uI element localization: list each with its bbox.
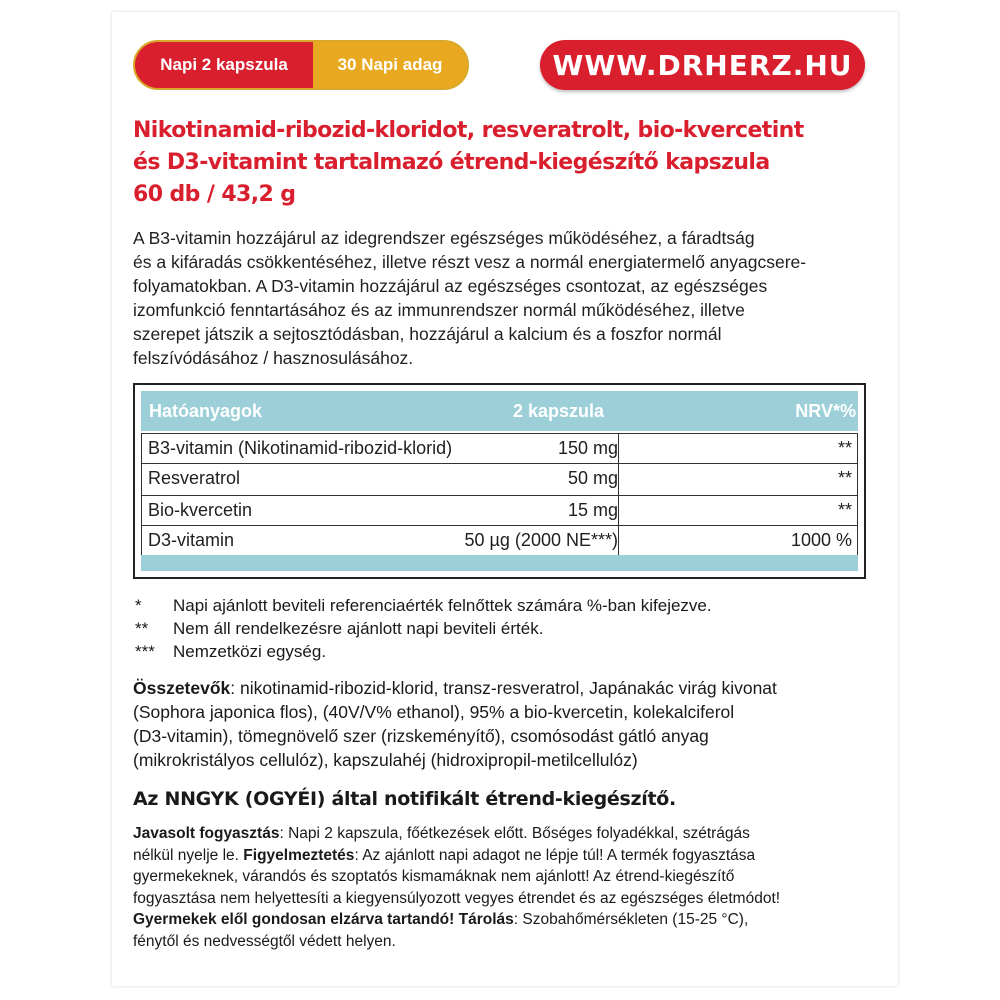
usage-line: gyermekeknek, várandós és szoptatós kismamáknak nem ajánlott! Az étrend-kiegészítő bbox=[133, 868, 735, 885]
ingredient-amount: 50 µg (2000 NE***) bbox=[464, 530, 618, 550]
intro-text bbox=[133, 226, 873, 370]
ingredients-line: (D3-vitamin), tömegnövelő szer (rizskeményítő), csomósodást gátló anyag bbox=[133, 726, 709, 746]
title-line-1: Nikotinamid-ribozid-kloridot, resveratrolt, bio-kvercetint bbox=[133, 118, 804, 143]
usage-line: fénytől és nedvességtől védett helyen. bbox=[133, 932, 396, 950]
recommended-text: : Napi 2 kapszula, főétkezések előtt. Bőséges folyadékkal, szétrágás bbox=[279, 825, 750, 842]
footnotes bbox=[133, 594, 873, 663]
table-column-divider bbox=[618, 433, 619, 557]
table-row bbox=[141, 465, 858, 493]
footnote bbox=[133, 617, 873, 640]
ingredient-nrv: ** bbox=[837, 468, 852, 488]
footnote-text: Nem áll rendelkezésre ajánlott napi beviteli érték. bbox=[173, 619, 544, 638]
ingredient-amount: 50 mg bbox=[567, 468, 618, 488]
header-nrv: NRV*% bbox=[795, 401, 856, 421]
title-line-3: 60 db / 43,2 g bbox=[133, 182, 296, 207]
ingredients-line: (Sophora japonica flos), (40V/V% ethanol), 95% a bio-kvercetin, kolekalciferol bbox=[133, 702, 735, 722]
ingredient-amount: 15 mg bbox=[567, 500, 618, 520]
product-title bbox=[133, 115, 873, 211]
children-warning: Gyermekek elől gondosan elzárva tartandó! bbox=[133, 911, 455, 928]
nutrition-table bbox=[133, 383, 866, 579]
usage-line bbox=[133, 823, 878, 845]
usage-line bbox=[133, 845, 878, 867]
daily-dose-badge: Napi 2 kapszula bbox=[135, 42, 313, 88]
intro-line: izomfunkció fenntartásához és az immunrendszer normál működéséhez, illetve bbox=[133, 300, 745, 320]
intro-line: folyamatokban. A D3-vitamin hozzájárul az egészséges csontozat, az egészséges bbox=[133, 276, 768, 296]
notification-statement: Az NNGYK (OGYÉI) által notifikált étrend-kiegészítő. bbox=[133, 788, 676, 810]
footnote-text: Nemzetközi egység. bbox=[173, 642, 327, 661]
footnote-mark: * bbox=[135, 596, 142, 615]
storage-label: Tárolás bbox=[454, 911, 514, 928]
header-amount: 2 kapszula bbox=[513, 401, 605, 421]
footnote-mark: ** bbox=[135, 619, 149, 638]
ingredients-line bbox=[133, 676, 873, 700]
ingredients bbox=[133, 676, 873, 772]
ingredients-label: Összetevők bbox=[133, 678, 231, 698]
table-footer-band bbox=[141, 555, 858, 571]
ingredient-name: Bio-kvercetin bbox=[148, 500, 253, 520]
usage-instructions bbox=[133, 823, 878, 952]
header-active-ingredients: Hatóanyagok bbox=[149, 401, 263, 421]
table-row bbox=[141, 435, 858, 463]
website-badge[interactable]: WWW.DRHERZ.HU bbox=[540, 40, 865, 90]
title-line-2: és D3-vitamint tartalmazó étrend-kiegészítő kapszula bbox=[133, 150, 770, 175]
footnote-mark: *** bbox=[135, 642, 155, 661]
table-row bbox=[141, 497, 858, 525]
warning-label: Figyelmeztetés bbox=[243, 846, 355, 864]
intro-line: szerepet játszik a sejtosztódásban, hozzájárul a kalcium és a foszfor normál bbox=[133, 324, 722, 344]
ingredient-nrv: 1000 % bbox=[790, 530, 852, 550]
storage-text: : Szobahőmérsékleten (15-25 °C), bbox=[513, 911, 749, 928]
ingredient-name: D3-vitamin bbox=[148, 530, 235, 550]
table-divider bbox=[141, 525, 858, 526]
recommended-label: Javasolt fogyasztás bbox=[133, 825, 280, 842]
ingredients-line: (mikrokristályos cellulóz), kapszulahéj (hidroxipropil-metilcellulóz) bbox=[133, 750, 638, 770]
usage-line bbox=[133, 909, 878, 931]
ingredient-name: B3-vitamin (Nikotinamid-ribozid-klorid) bbox=[148, 438, 453, 458]
ingredient-nrv: ** bbox=[837, 438, 852, 458]
table-row bbox=[141, 527, 858, 555]
table-divider bbox=[141, 495, 858, 496]
table-header bbox=[141, 391, 858, 431]
footnote-text: Napi ajánlott beviteli referenciaérték felnőttek számára %-ban kifejezve. bbox=[173, 596, 712, 615]
daily-servings-badge: 30 Napi adag bbox=[313, 42, 467, 88]
footnote bbox=[133, 640, 873, 663]
table-divider bbox=[141, 463, 858, 464]
table-border-right bbox=[857, 433, 858, 557]
usage-line: fogyasztása nem helyettesíti a kiegyensúlyozott vegyes étrendet és az egészséges életmódot! bbox=[133, 889, 781, 907]
table-border-left bbox=[141, 433, 142, 557]
ingredients-text: : nikotinamid-ribozid-klorid, transz-resveratrol, Japánakác virág kivonat bbox=[230, 678, 777, 698]
table-divider bbox=[141, 433, 858, 434]
usage-text: nélkül nyelje le. bbox=[133, 846, 244, 864]
intro-line: és a kifáradás csökkentéséhez, illetve részt vesz a normál energiatermelő anyagcsere- bbox=[133, 252, 807, 272]
intro-line: felszívódásához / hasznosulásához. bbox=[133, 348, 414, 368]
ingredient-name: Resveratrol bbox=[148, 468, 241, 488]
dosage-badge bbox=[133, 40, 469, 90]
footnote bbox=[133, 594, 873, 617]
warning-text: : Az ajánlott napi adagot ne lépje túl! A termék fogyasztása bbox=[354, 846, 756, 864]
ingredient-amount: 150 mg bbox=[557, 438, 618, 458]
ingredient-nrv: ** bbox=[837, 500, 852, 520]
intro-line: A B3-vitamin hozzájárul az idegrendszer egészséges működéséhez, a fáradtság bbox=[133, 228, 755, 248]
